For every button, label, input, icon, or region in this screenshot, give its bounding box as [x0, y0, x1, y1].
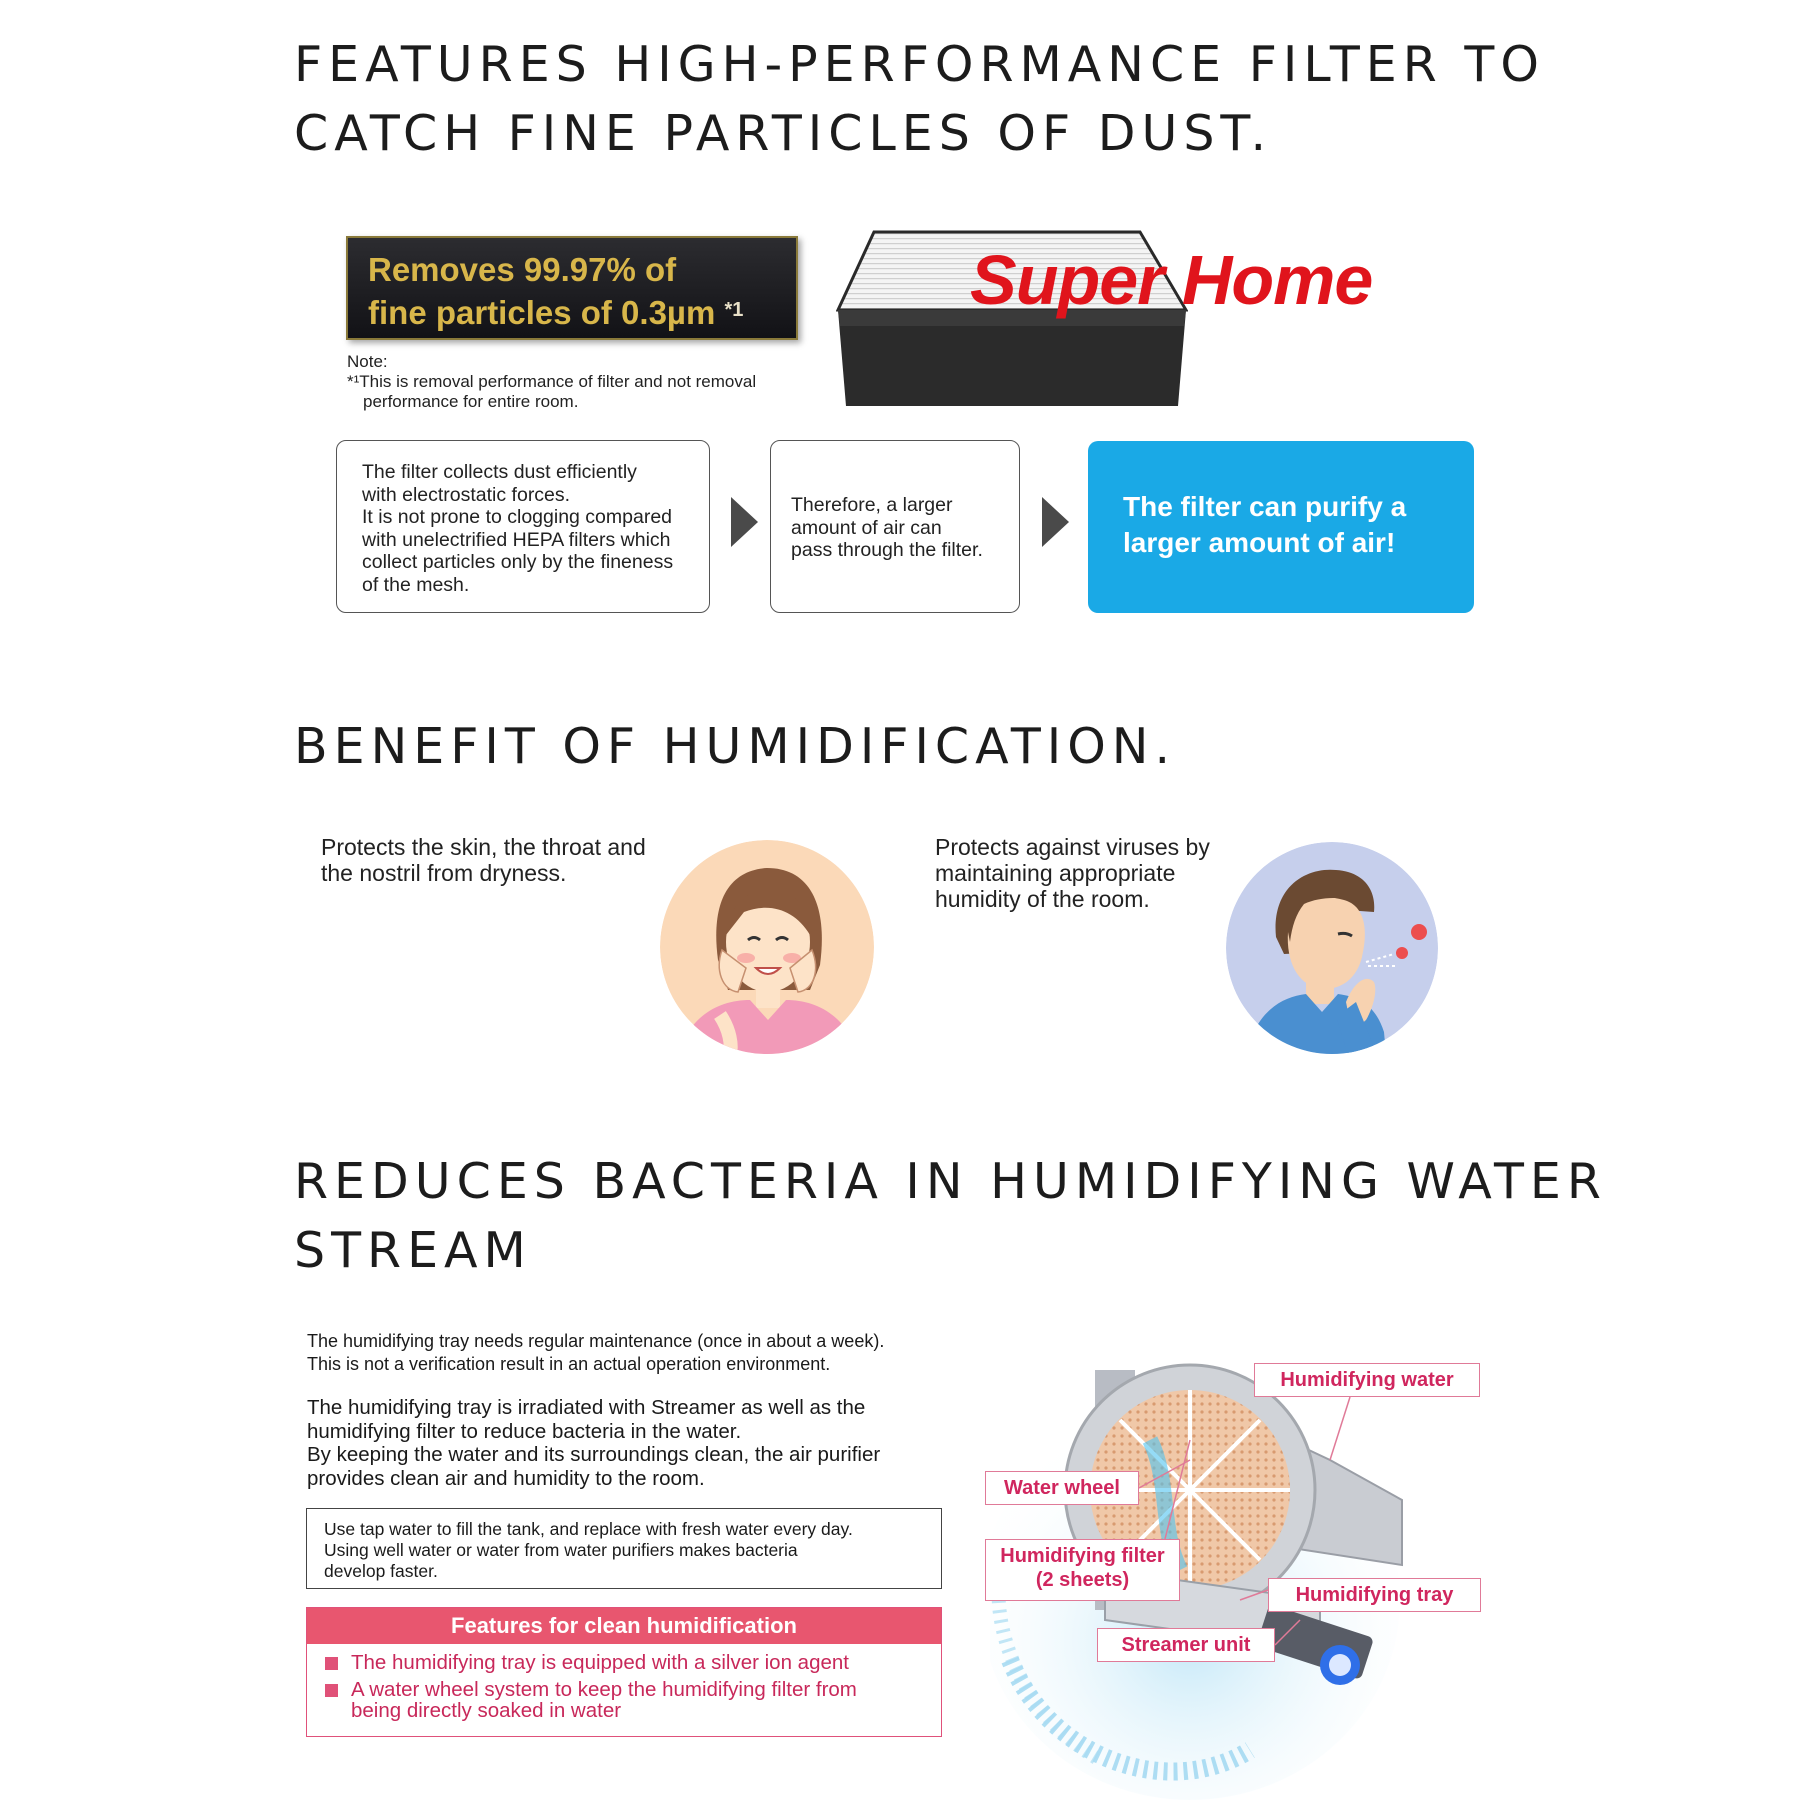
bullet-square-icon: [325, 1657, 338, 1670]
section2-title: BENEFIT OF HUMIDIFICATION.: [294, 718, 1177, 775]
para1-line: The humidifying tray needs regular maintenance (once in about a week).: [307, 1331, 885, 1351]
step2-line: amount of air can: [791, 516, 942, 539]
section3-title: [294, 1147, 1607, 1285]
step1-line: with unelectrified HEPA filters which: [362, 528, 671, 551]
section1-title: [294, 30, 1545, 168]
badge-line1: Removes 99.97% of: [368, 251, 677, 288]
brand-watermark: Super Home: [970, 241, 1373, 319]
note-line2: performance for entire room.: [363, 392, 579, 411]
tap-water-note-box: [306, 1508, 942, 1589]
feature-item: The humidifying tray is equipped with a silver ion agent: [325, 1652, 941, 1674]
badge-footnote-mark: *1: [724, 299, 744, 321]
benefit2-line: Protects against viruses by: [935, 834, 1210, 860]
step1-line: with electrostatic forces.: [362, 483, 571, 506]
tap-note-line: Use tap water to fill the tank, and replace with fresh water every day.: [324, 1519, 853, 1539]
section3-title-line2: STREAM: [294, 1222, 532, 1279]
tap-note-line: Using well water or water from water purifiers makes bacteria: [324, 1540, 798, 1560]
para1-line: This is not a verification result in an actual operation environment.: [307, 1354, 831, 1374]
benefit2-line: humidity of the room.: [935, 886, 1150, 912]
man-illustration: [1226, 842, 1438, 1054]
callout-humidifying-tray: Humidifying tray: [1268, 1578, 1481, 1612]
note-line1: *¹This is removal performance of filter and not removal: [347, 372, 757, 391]
features-box: [306, 1607, 942, 1737]
benefit1-line: the nostril from dryness.: [321, 860, 567, 886]
features-list: [307, 1644, 941, 1722]
benefit-skin-text: [321, 834, 646, 886]
maintenance-note: [307, 1330, 884, 1376]
step-box-electrostatic: [336, 440, 710, 613]
para2-line: humidifying filter to reduce bacteria in the water.: [307, 1419, 742, 1443]
arrow-right-icon: [1042, 497, 1069, 547]
bullet-square-icon: [325, 1684, 338, 1697]
section1-title-line1: FEATURES HIGH-PERFORMANCE FILTER TO: [294, 36, 1545, 93]
step1-line: It is not prone to clogging compared: [362, 506, 673, 528]
removal-badge: [346, 236, 798, 340]
callout-humidifying-filter: [985, 1539, 1180, 1601]
callout-filter-sublabel: (2 sheets): [1035, 1569, 1130, 1591]
benefit2-line: maintaining appropriate: [935, 860, 1176, 886]
step2-line: pass through the filter.: [791, 539, 983, 561]
step1-line: The filter collects dust efficiently: [362, 461, 637, 483]
step3-line: larger amount of air!: [1123, 527, 1396, 558]
step1-line: collect particles only by the fineness: [362, 551, 674, 573]
para2-line: The humidifying tray is irradiated with Streamer as well as the: [307, 1396, 866, 1419]
woman-illustration: [660, 840, 874, 1054]
para2-line: By keeping the water and its surroundings clean, the air purifier: [307, 1443, 881, 1466]
tap-note-line: develop faster.: [324, 1561, 438, 1581]
badge-line2: fine particles of 0.3µm $^{*1}$: [368, 294, 744, 331]
benefit-virus-text: [935, 834, 1210, 912]
feature-item: A water wheel system to keep the humidifying filter from being directly soaked in water: [325, 1679, 941, 1722]
section3-title-line1: REDUCES BACTERIA IN HUMIDIFYING WATER: [294, 1153, 1607, 1210]
step-box-result: [1088, 441, 1474, 613]
arrow-right-icon: [731, 497, 758, 547]
features-heading: Features for clean humidification: [307, 1608, 941, 1644]
callout-streamer-unit: Streamer unit: [1097, 1628, 1275, 1662]
step1-line: of the mesh.: [362, 573, 470, 596]
step-box-airflow: [770, 440, 1020, 613]
streamer-description: [307, 1396, 880, 1490]
footnote: [347, 352, 756, 412]
step2-line: Therefore, a larger: [791, 494, 953, 516]
benefit1-line: Protects the skin, the throat and: [321, 834, 646, 860]
callout-water-wheel: Water wheel: [985, 1471, 1139, 1505]
para2-line: provides clean air and humidity to the room.: [307, 1466, 705, 1490]
section1-title-line2: CATCH FINE PARTICLES OF DUST.: [294, 105, 1273, 162]
callout-filter-label: Humidifying filter: [1000, 1545, 1165, 1567]
step3-line: The filter can purify a: [1123, 491, 1407, 522]
callout-humidifying-water: Humidifying water: [1254, 1363, 1480, 1397]
note-label: Note:: [347, 352, 388, 371]
